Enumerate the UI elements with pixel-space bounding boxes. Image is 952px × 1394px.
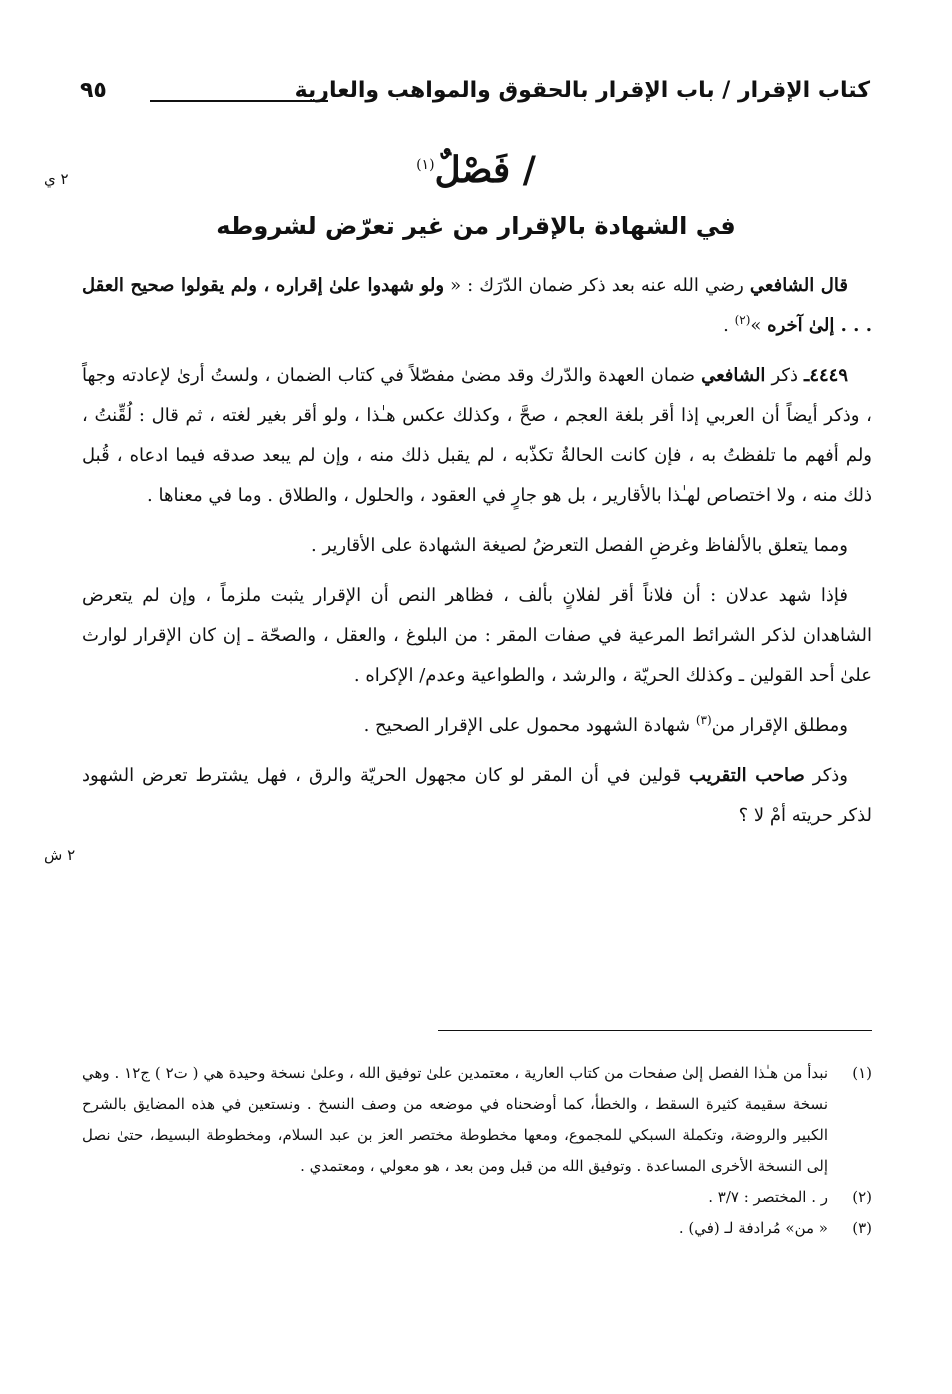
footnote-ref: (٣) — [695, 713, 712, 727]
footnote-number: (١) — [852, 1064, 872, 1082]
section-word-text: / فَصْلٌ — [434, 149, 536, 191]
footnote — [82, 1213, 872, 1244]
paragraph-text: وذكر — [804, 765, 848, 786]
footnote-text: « من» مُرادفة لـ (في) . — [678, 1219, 828, 1237]
paragraph: فإذا شهد عدلان : أن فلاناً أقر لفلانٍ بألف ، فظاهر النص أن الإقرار يثبت ملزماً ، وإن لم يتعرض الشاهدان لذكر الشرائط المرعية في صفات المقر : من البلوغ ، والعقل ، والصحّة ـ إن كان الإقرار لوارث علىٰ أحد القولين ـ وكذلك الحريّة ، والرشد ، والطواعية وعدم/ الإكراه . — [82, 585, 872, 686]
body-text — [82, 266, 872, 846]
paragraph-text: ضمان العهدة والدّرك وقد مضىٰ مفصّلاً في كتاب الضمان ، ولستُ أرىٰ لإعادته وجهاً ، وذكر أيضاً أن العربي إذا أقر بلغة العجم ، صحَّ ، وكذلك عكس هـٰذا ، ولو أقر بغير لغته ، ثم قال : لُقِّنتُ ، ولم أفهم ما تلفظتُ به ، فإن كانت الحالةُ تكذّبه ، لم يقبل ذلك منه ، وإن لم يبعد صدقه فيما ادعاه ، قُبل ذلك منه ، ولا اختصاص لهـٰذا بالأقارير ، بل هو جارٍ في العقود ، والحلول ، والطلاق . وما في معناها . — [82, 365, 872, 506]
section-title: في الشهادة بالإقرار من غير تعرّض لشروطه — [216, 212, 736, 240]
footnote-ref: (١) — [416, 157, 435, 173]
paragraph: ومما يتعلق بالألفاظ وغرضِ الفصل التعرضُ لصيغة الشهادة على الأقارير . — [311, 535, 848, 556]
running-title: كتاب الإقرار / باب الإقرار بالحقوق والمواهب والعارية — [294, 78, 870, 103]
paragraph-text: ذكر — [765, 365, 805, 386]
footnote-ref: (٢) — [734, 313, 751, 327]
footnote-number: (٢) — [852, 1188, 872, 1206]
section-heading-word — [0, 138, 952, 197]
footnote — [82, 1182, 872, 1213]
footnote-number: (٣) — [852, 1219, 872, 1237]
quoted-text: ولو شهدوا علىٰ إقراره ، ولم يقولوا صحيح العقل . . . إلىٰ آخره — [82, 275, 872, 336]
paragraph-text: قولين في أن المقر لو كان مجهول الحريّة والرق ، فهل يشترط تعرض الشهود لذكر حريته أمْ لا ؟ — [82, 765, 872, 826]
paragraph — [82, 356, 872, 516]
paragraph-text: » — [750, 315, 768, 336]
paragraph-text: . — [723, 315, 735, 336]
author-name: قال الشافعي — [749, 275, 848, 296]
author-name: صاحب التقريب — [689, 765, 805, 786]
issue-number: ٤٤٤٩ـ — [804, 365, 848, 386]
margin-note-manuscript-ref: ٢ ش — [44, 846, 76, 864]
footnotes — [82, 1058, 872, 1244]
paragraph-text: ومطلق الإقرار من — [711, 715, 848, 736]
paragraph-text: شهادة الشهود محمول على الإقرار الصحيح . — [363, 715, 696, 736]
footnote-text: نبدأ من هـٰذا الفصل إلىٰ صفحات من كتاب العارية ، معتمدين علىٰ توفيق الله ، وعلىٰ نسخة وحيدة هي ( ت٢ ) ج١٢ . وهي نسخة سقيمة كثيرة السقط ، والخطأ، كما أوضحناه في موضعه من وصف النسخ . ونستعين في هذه المضايق بالشرح الكبير والروضة، وتكملة السبكي للمجموع، ومعها مخطوطة مختصر العز بن عبد السلام، ومخطوطة البسيط، حتىٰ نصل إلى النسخة الأخرى المساعدة . وتوفيق الله من قبل ومن بعد ، هو معولي ، ومعتمدي . — [82, 1064, 829, 1175]
footnote-separator — [438, 1030, 872, 1031]
paragraph — [82, 706, 872, 746]
paragraph-text: رضي الله عنه بعد ذكر ضمان الدّرَك : « — [444, 275, 750, 296]
paragraph — [82, 266, 872, 346]
footnote — [82, 1058, 872, 1182]
margin-note-manuscript-ref: ٢ ي — [44, 170, 69, 188]
author-name: الشافعي — [701, 365, 766, 386]
footnote-text: ر . المختصر : ٣/٧ . — [708, 1188, 828, 1206]
header-rule — [150, 100, 328, 102]
paragraph — [82, 756, 872, 836]
page-number: ٩٥ — [80, 78, 107, 103]
running-header — [80, 72, 870, 122]
